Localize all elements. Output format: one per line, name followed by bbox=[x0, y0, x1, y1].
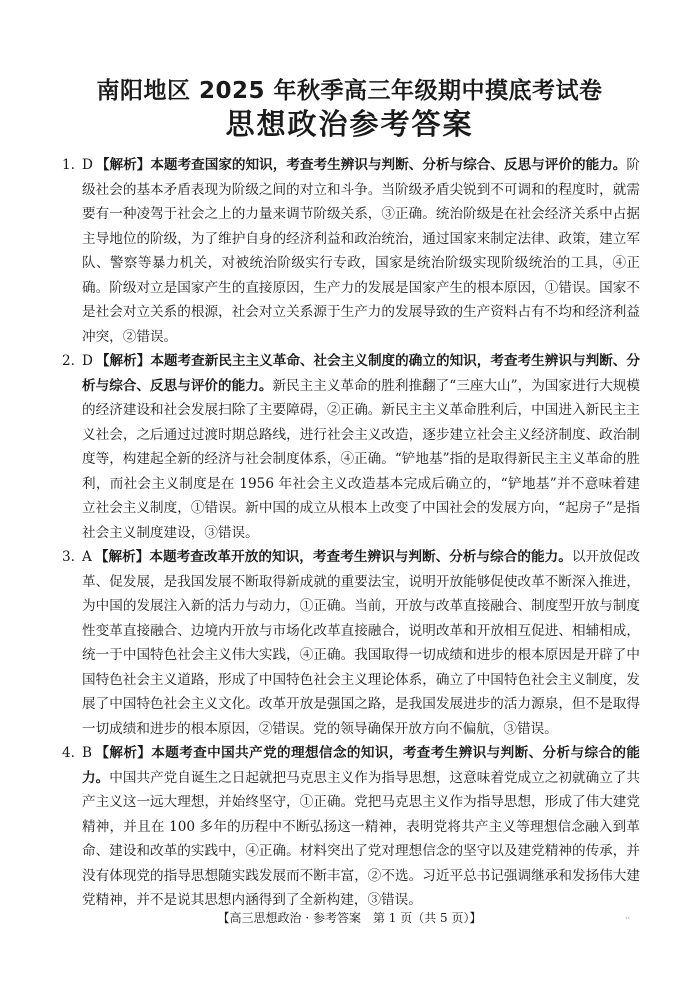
question-number: 1. bbox=[62, 157, 75, 173]
answer-item-2 bbox=[62, 349, 640, 545]
corner-mark: ·· bbox=[625, 914, 631, 923]
page-footer: 【高三思想政治 · 参考答案 第 1 页（共 5 页）】 bbox=[217, 911, 482, 925]
analysis-heading: 【解析】本题考查中国共产党的理想信念的知识，考查考生辨识与判断、分析与综合的能力。 bbox=[82, 745, 640, 786]
answer-list bbox=[62, 153, 640, 913]
answer-letter: B bbox=[82, 745, 92, 761]
question-number: 4. bbox=[62, 745, 75, 761]
analysis-body: 新民主主义革命的胜利推翻了“三座大山”，为国家进行大规模的经济建设和社会发展扫除了主要障碍，②正确。新民主主义革命胜利后，中国进入新民主主义社会，之后通过过渡时期总路线，进行社会主义改造，逐步建立社会主义经济制度、政治制度等，构建起全新的经济与社会制度体系，④正确。“铲地基”指的是取得新民主主义革命的胜利，而社会主义制度是在 1956 年社会主义改造基本完成后确立的，“铲地基”并不意味着建立社会主义制度，①错误。新中国的成立从根本上改变了中国社会的发展方向，“起房子”是指社会主义制度建设，③错误。 bbox=[82, 377, 640, 541]
question-number: 3. bbox=[62, 549, 75, 565]
analysis-body: 以开放促改革、促发展，是我国发展不断取得新成就的重要法宝，说明开放能够促使改革不断深入推进，为中国的发展注入新的活力与动力，①正确。当前，开放与改革直接融合、制度型开放与制度性变革直接融合、边境内开放与市场化改革直接融合，说明改革和开放相互促进、相辅相成，统一于中国特色社会主义伟大实践，④正确。我国取得一切成绩和进步的根本原因是开辟了中国特色社会主义道路，形成了中国特色社会主义理论体系，确立了中国特色社会主义制度，发展了中国特色社会主义文化。改革开放是强国之路，是我国发展进步的活力源泉，但不是取得一切成绩和进步的根本原因，②错误。党的领导确保开放方向不偏航，③错误。 bbox=[82, 549, 641, 737]
analysis-heading: 【解析】本题考查新民主主义革命、社会主义制度的确立的知识，考查考生辨识与判断、分析与综合、反思与评价的能力。 bbox=[82, 353, 640, 394]
analysis-heading: 【解析】本题考查国家的知识，考查考生辨识与判断、分析与综合、反思与评价的能力。 bbox=[95, 157, 627, 173]
question-number: 2. bbox=[62, 353, 75, 369]
answer-letter: A bbox=[82, 549, 92, 565]
answer-letter: D bbox=[82, 157, 93, 173]
exam-title: 南阳地区 2025 年秋季高三年级期中摸底考试卷 bbox=[96, 78, 603, 104]
answer-item-3 bbox=[62, 545, 640, 741]
analysis-body: 阶级社会的基本矛盾表现为阶级之间的对立和斗争。当阶级矛盾尖锐到不可调和的程度时，就需要有一种凌驾于社会之上的力量来调节阶级关系，③正确。统治阶级是在社会经济关系中占据主导地位的阶级，为了维护自身的经济利益和政治统治，通过国家来制定法律、政策，建立军队、警察等暴力机关，对被统治阶级实行专政，国家是统治阶级实现阶级统治的工具，④正确。阶级对立是国家产生的直接原因，生产力的发展是国家产生的根本原因，①错误。国家不是社会对立关系的根源，社会对立关系源于生产力的发展导致的生产资料占有不均和经济利益冲突，②错误。 bbox=[82, 157, 640, 345]
analysis-body: 中国共产党自诞生之日起就把马克思主义作为指导思想，这意味着党成立之初就确立了共产主义这一远大理想，并始终坚守，①正确。党把马克思主义作为指导思想，形成了伟大建党精神，并且在 100 多年的历程中不断弘扬这一精神，表明党将共产主义等理想信念融入到革命、建设和改革的实践中，④正确。材料突出了党对理想信念的坚守以及建党精神的传承，并没有体现党的指导思想随实践发展而不断丰富，②不选。习近平总书记强调继承和发扬伟大建党精神，并不是说其思想内涵得到了全新构建，③错误。 bbox=[82, 769, 641, 908]
document-subtitle: 思想政治参考答案 bbox=[225, 107, 474, 141]
answer-item-1 bbox=[62, 153, 640, 349]
analysis-heading: 【解析】本题考查改革开放的知识，考查考生辨识与判断、分析与综合的能力。 bbox=[94, 549, 572, 565]
answer-letter: D bbox=[82, 353, 93, 369]
answer-item-4 bbox=[62, 741, 640, 913]
